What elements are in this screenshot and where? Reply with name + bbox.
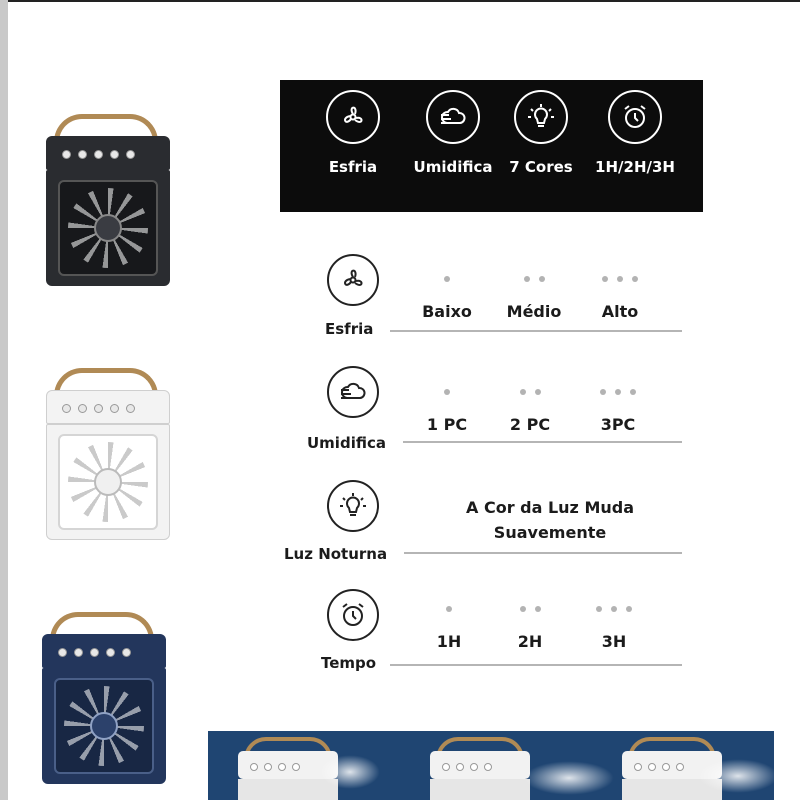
- feature-header-panel: [280, 80, 703, 212]
- option-alto: Alto: [580, 276, 660, 321]
- option-2pc: 2 PC: [490, 389, 570, 434]
- fan-icon: [327, 254, 379, 306]
- spec-name-tempo: Tempo: [321, 654, 377, 672]
- feature-7-cores: [491, 90, 591, 176]
- bulb-icon: [327, 480, 379, 532]
- feature-label: 7 Cores: [509, 158, 573, 176]
- feature-label: 1H/2H/3H: [595, 158, 675, 176]
- divider: [390, 330, 682, 332]
- mist-effect: [524, 761, 614, 795]
- option-2h: 2H: [490, 606, 570, 651]
- divider: [403, 441, 682, 443]
- feature-label: Umidifica: [413, 158, 493, 176]
- option-1pc: 1 PC: [407, 389, 487, 434]
- divider: [390, 664, 682, 666]
- fan-icon: [326, 90, 380, 144]
- mini-cooler-image: [430, 737, 530, 800]
- option-baixo: Baixo: [407, 276, 487, 321]
- spec-name-esfria: Esfria: [325, 320, 374, 338]
- feature-label: Esfria: [328, 158, 378, 176]
- night-light-description: A Cor da Luz Muda Suavemente: [466, 498, 634, 542]
- mist-effect: [698, 759, 774, 793]
- feature-timer: [585, 90, 685, 176]
- alarm-clock-icon: [327, 589, 379, 641]
- bulb-icon: [514, 90, 568, 144]
- humidify-cloud-icon: [327, 366, 379, 418]
- spec-name-umidifica: Umidifica: [307, 434, 386, 452]
- feature-esfria: [303, 90, 403, 176]
- feature-umidifica: [403, 90, 503, 176]
- bottom-product-strip: [208, 731, 774, 800]
- mist-effect: [320, 755, 380, 789]
- humidify-cloud-icon: [426, 90, 480, 144]
- option-3h: 3H: [574, 606, 654, 651]
- option-3pc: 3PC: [578, 389, 658, 434]
- product-image-black-cooler: [46, 114, 170, 290]
- product-image-white-cooler: [46, 368, 170, 546]
- option-medio: Médio: [494, 276, 574, 321]
- left-border: [0, 0, 8, 800]
- product-image-navy-cooler: [42, 612, 166, 800]
- top-border: [0, 0, 800, 2]
- alarm-clock-icon: [608, 90, 662, 144]
- spec-name-luz-noturna: Luz Noturna: [284, 545, 388, 563]
- option-1h: 1H: [409, 606, 489, 651]
- divider: [404, 552, 682, 554]
